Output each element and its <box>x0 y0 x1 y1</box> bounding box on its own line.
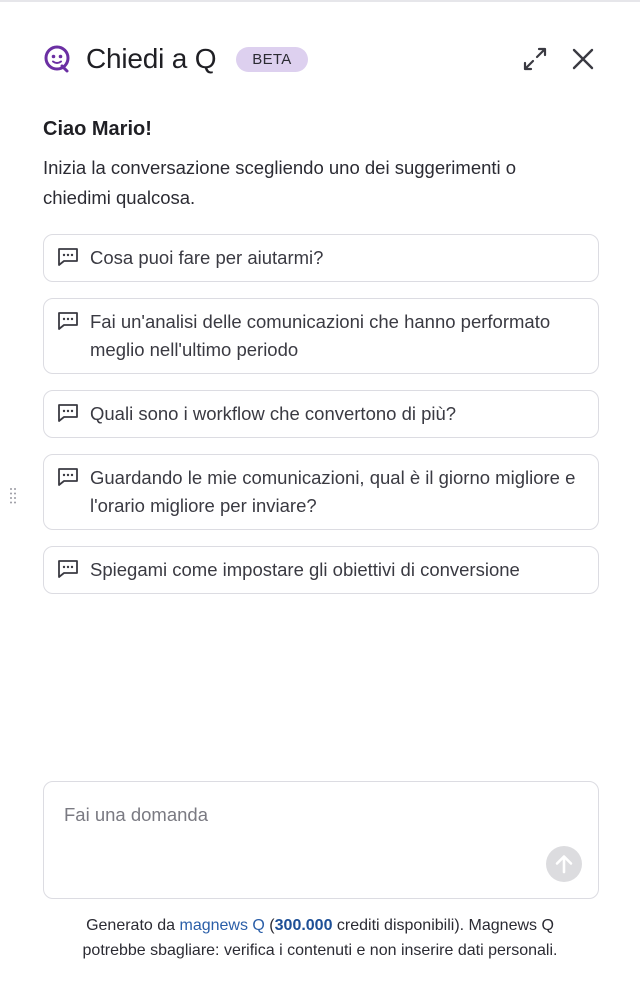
send-button[interactable] <box>546 846 582 882</box>
header-actions <box>520 44 598 74</box>
beta-badge: BETA <box>236 47 307 72</box>
suggestion-label: Quali sono i workflow che convertono di più? <box>90 403 457 424</box>
suggestion-item[interactable] <box>43 390 599 438</box>
magnews-q-link[interactable]: magnews Q <box>179 917 265 934</box>
suggestion-item[interactable] <box>43 234 599 282</box>
arrow-up-icon <box>553 853 575 875</box>
suggestion-label: Spiegami come impostare gli obiettivi di conversione <box>90 559 520 580</box>
chat-bubble-icon <box>57 310 79 332</box>
chat-bubble-icon <box>57 466 79 488</box>
top-divider <box>0 0 640 2</box>
suggestion-item[interactable] <box>43 454 599 530</box>
greeting: Ciao Mario! <box>43 118 152 140</box>
disclaimer-middle: crediti disponibili). Magnews Q <box>332 917 554 934</box>
disclaimer-line-2: potrebbe sbagliare: verifica i contenuti e non inserire dati personali. <box>82 942 558 959</box>
close-button[interactable] <box>568 44 598 74</box>
drag-dots-icon <box>9 486 17 506</box>
chat-bubble-icon <box>57 246 79 268</box>
disclaimer <box>0 913 640 963</box>
panel-title: Chiedi a Q <box>86 43 217 74</box>
chat-bubble-icon <box>57 558 79 580</box>
suggestion-label: Fai un'analisi delle comunicazioni che hanno performato meglio nell'ultimo periodo <box>90 311 551 360</box>
disclaimer-line-1 <box>0 913 640 938</box>
ask-box <box>43 781 599 899</box>
expand-button[interactable] <box>520 44 550 74</box>
intro-text: Inizia la conversazione scegliendo uno dei suggerimenti o chiedimi qualcosa. <box>43 157 517 208</box>
expand-icon <box>521 45 549 73</box>
disclaimer-prefix: Generato da <box>86 917 180 934</box>
suggestions-list <box>43 234 599 610</box>
credits-count: 300.000 <box>274 917 333 934</box>
chat-bubble-icon <box>57 402 79 424</box>
q-chat-logo-icon <box>42 44 72 74</box>
resize-handle[interactable] <box>9 486 17 506</box>
panel-header <box>42 36 598 82</box>
suggestion-item[interactable] <box>43 298 599 374</box>
disclaimer-open-paren: ( <box>264 917 275 934</box>
question-input[interactable] <box>64 804 534 826</box>
suggestion-label: Guardando le mie comunicazioni, qual è il giorno migliore e l'orario migliore per inviare? <box>90 467 576 516</box>
suggestion-label: Cosa puoi fare per aiutarmi? <box>90 247 324 268</box>
close-icon <box>570 46 596 72</box>
suggestion-item[interactable] <box>43 546 599 594</box>
